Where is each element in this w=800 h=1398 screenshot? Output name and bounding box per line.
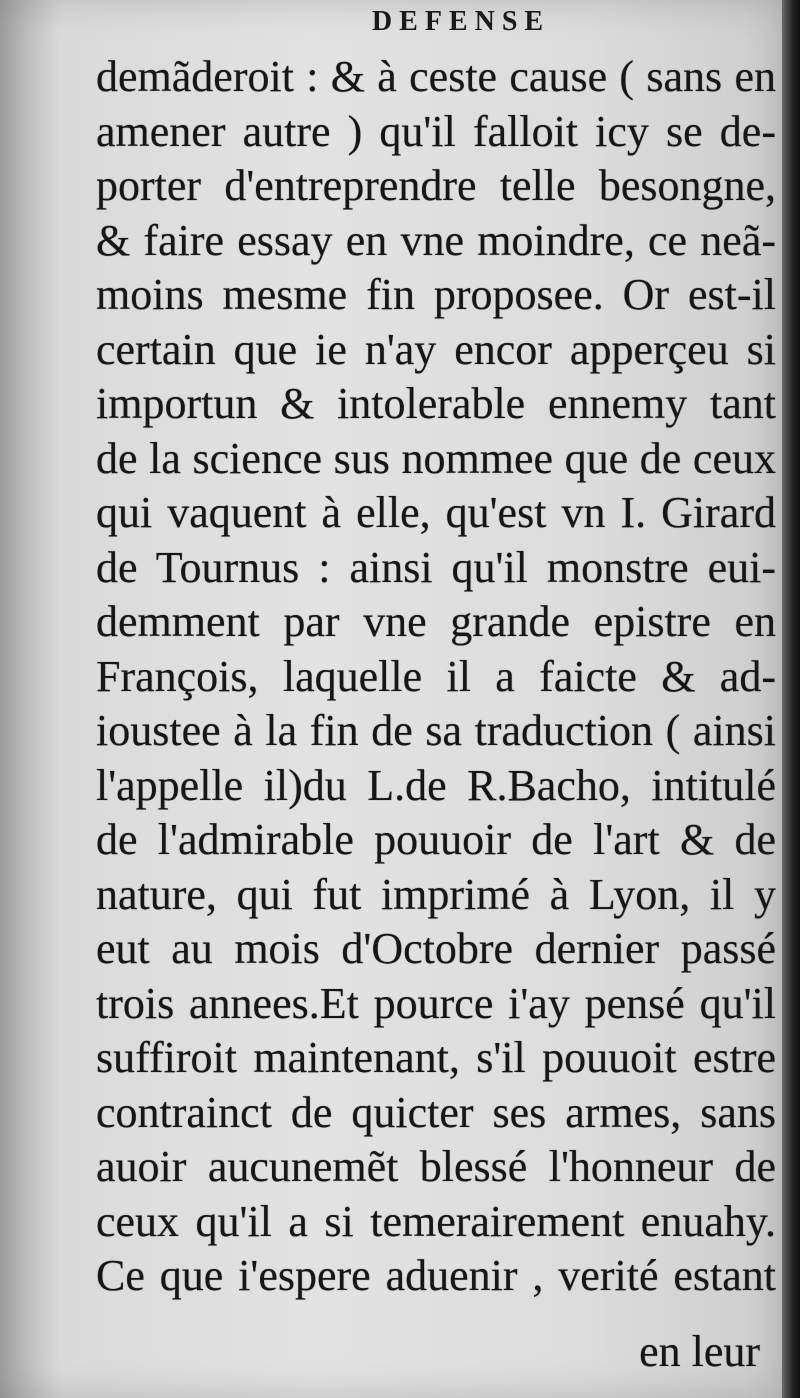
text-line: certain que ie n'ay encor apperçeu si bbox=[96, 324, 776, 374]
text-line: ceux qu'il a si temerairement enuahy. bbox=[96, 1196, 776, 1246]
text-line: François, laquelle il a faicte & ad- bbox=[96, 651, 776, 701]
text-line: auoir aucunemẽt blessé l'honneur de bbox=[96, 1142, 776, 1191]
text-line: de l'admirable pouuoir de l'art & de bbox=[96, 815, 776, 864]
catchword: en leur bbox=[639, 1327, 760, 1376]
text-line: & faire essay en vne moindre, ce neã- bbox=[96, 215, 776, 265]
text-line: demãderoit : & à ceste cause ( sans en bbox=[96, 52, 776, 101]
body-text bbox=[96, 50, 776, 1304]
text-line: contrainct de quicter ses armes, sans bbox=[96, 1087, 776, 1137]
text-line: demment par vne grande epistre en bbox=[96, 597, 776, 646]
page-edge bbox=[782, 0, 800, 1398]
text-line: importun & intolerable ennemy tant bbox=[96, 379, 776, 428]
text-line: suffiroit maintenant, s'il pouuoit estre bbox=[96, 1033, 776, 1082]
text-line: qui vaquent à elle, qu'est vn I. Girard bbox=[96, 488, 776, 537]
text-line: trois annees.Et pource i'ay pensé qu'il bbox=[96, 978, 776, 1028]
text-line: nature, qui fut imprimé à Lyon, il y bbox=[96, 869, 776, 919]
text-line: l'appelle il)du L.de R.Bacho, intitulé bbox=[96, 760, 776, 810]
text-line: porter d'entreprendre telle besongne, bbox=[96, 161, 776, 210]
text-line: amener autre ) qu'il falloit icy se de- bbox=[96, 106, 776, 156]
text-line: eut au mois d'Octobre dernier passé bbox=[96, 924, 776, 973]
text-line: de la science sus nommee que de ceux bbox=[96, 433, 776, 483]
text-line: de Tournus : ainsi qu'il monstre eui- bbox=[96, 542, 776, 592]
running-head: DEFENSE bbox=[371, 6, 551, 37]
text-line: Ce que i'espere aduenir , verité estant bbox=[96, 1251, 776, 1300]
text-line: moins mesme fin proposee. Or est-il bbox=[96, 270, 776, 319]
text-line: ioustee à la fin de sa traduction ( ainsi bbox=[96, 706, 776, 755]
gutter-shadow bbox=[0, 0, 60, 1398]
